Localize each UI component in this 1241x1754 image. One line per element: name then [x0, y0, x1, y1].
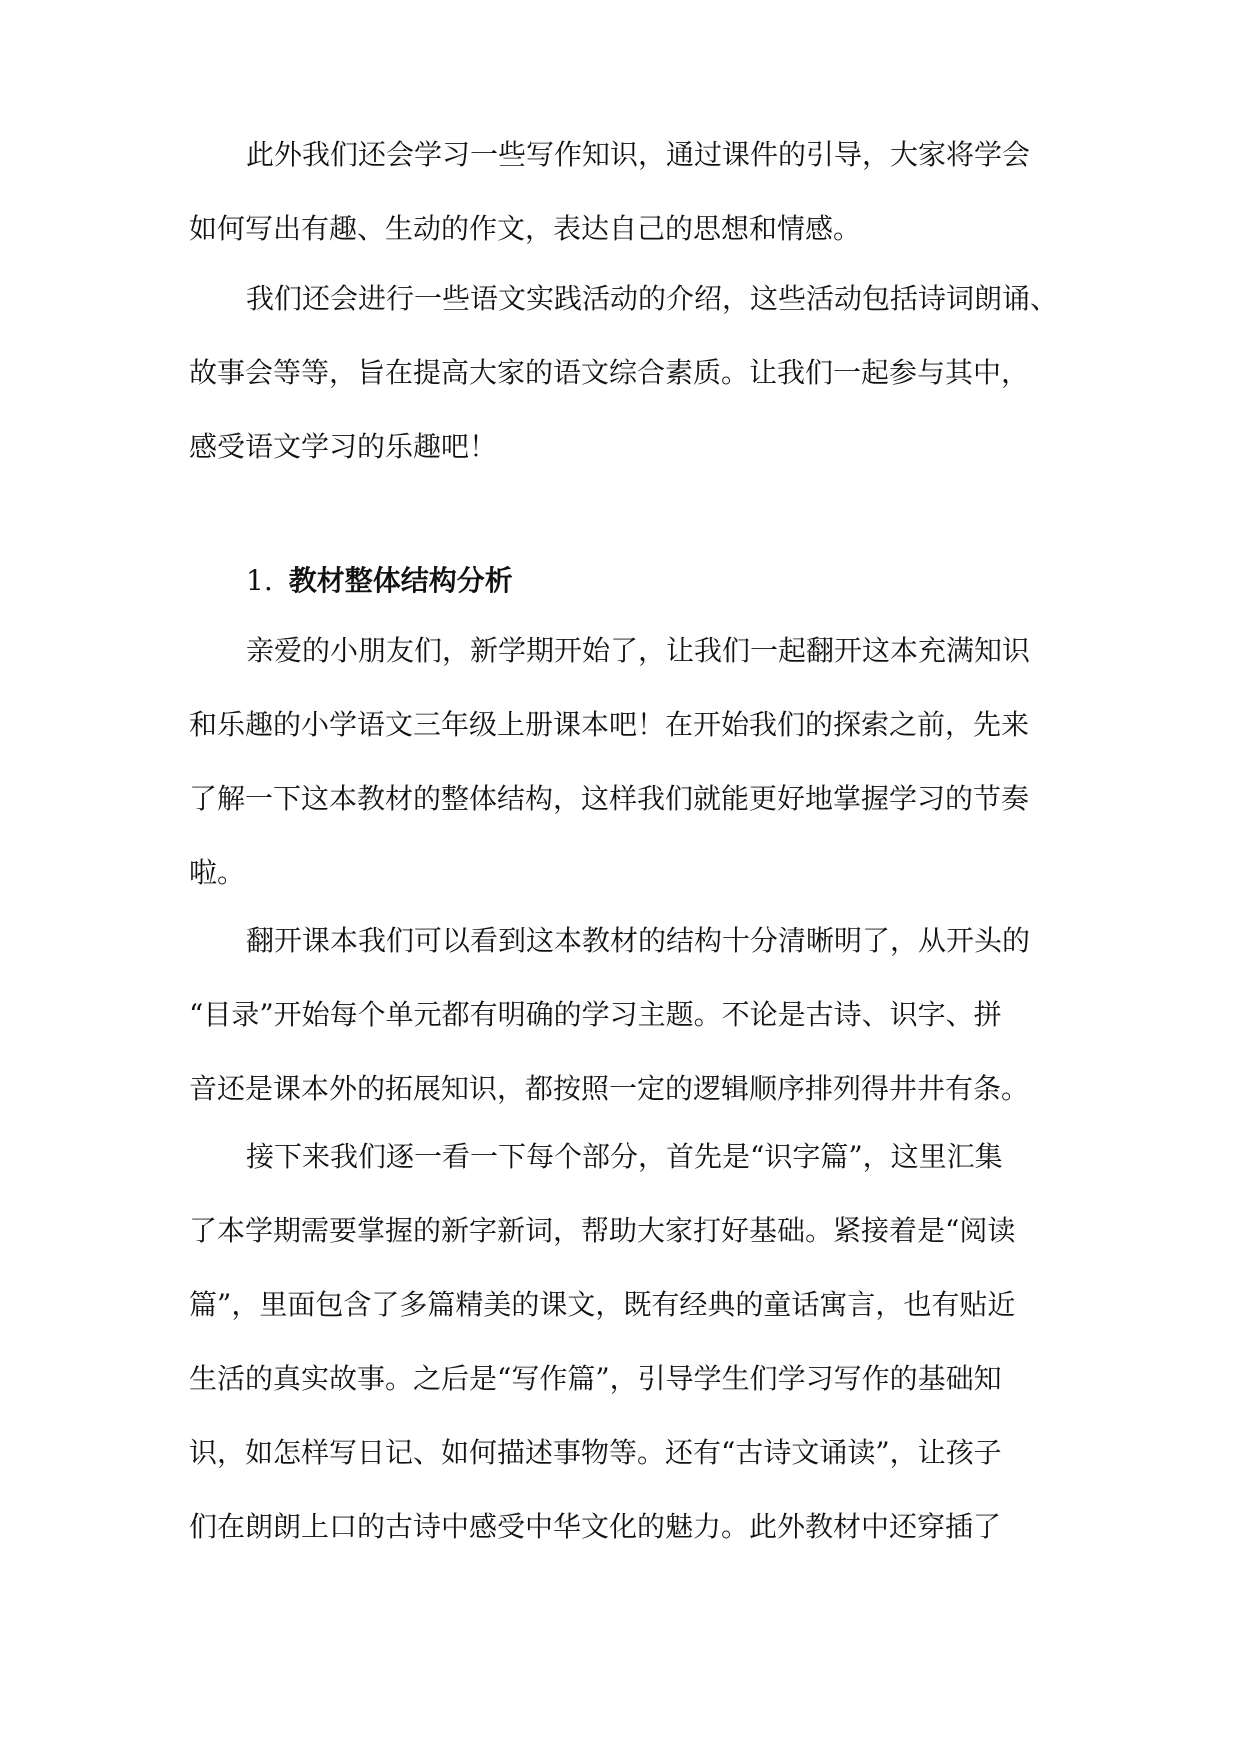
paragraph-sections-detail: [189, 1120, 1059, 1564]
paragraph-line: 接下来我们逐一看一下每个部分，首先是“识字篇”，这里汇集: [246, 1140, 1003, 1173]
paragraph-line: 故事会等等，旨在提高大家的语文综合素质。让我们一起参与其中，: [189, 356, 1030, 389]
paragraph-line: 我们还会进行一些语文实践活动的介绍，这些活动包括诗词朗诵、: [246, 282, 1059, 315]
paragraph-line: 翻开课本我们可以看到这本教材的结构十分清晰明了，从开头的: [246, 924, 1031, 957]
paragraph-line: 音还是课本外的拓展知识，都按照一定的逻辑顺序排列得井井有条。: [189, 1072, 1030, 1105]
paragraph-line: 和乐趣的小学语文三年级上册课本吧！在开始我们的探索之前，先来: [189, 708, 1030, 741]
paragraph-line: 篇”，里面包含了多篇精美的课文，既有经典的童话寓言，也有贴近: [189, 1288, 1016, 1321]
paragraph-line: 识，如怎样写日记、如何描述事物等。还有“古诗文诵读”，让孩子: [189, 1436, 1002, 1469]
paragraph-practice-activities: [189, 262, 1059, 484]
paragraph-line: “目录”开始每个单元都有明确的学习主题。不论是古诗、识字、拼: [189, 998, 1002, 1031]
paragraph-line: 亲爱的小朋友们，新学期开始了，让我们一起翻开这本充满知识: [246, 634, 1031, 667]
section-heading: [246, 544, 513, 618]
paragraph-line: 了解一下这本教材的整体结构，这样我们就能更好地掌握学习的节奏: [189, 782, 1030, 815]
paragraph-introduction: [189, 614, 1059, 910]
paragraph-structure-overview: [189, 904, 1059, 1126]
section-title: 教材整体结构分析: [288, 564, 513, 597]
paragraph-line: 了本学期需要掌握的新字新词，帮助大家打好基础。紧接着是“阅读: [189, 1214, 1016, 1247]
paragraph-writing-knowledge: [189, 118, 1059, 266]
paragraph-line: 如何写出有趣、生动的作文，表达自己的思想和情感。: [189, 212, 862, 245]
paragraph-line: 们在朗朗上口的古诗中感受中华文化的魅力。此外教材中还穿插了: [189, 1510, 1002, 1543]
section-number: 1.: [246, 564, 273, 597]
paragraph-line: 感受语文学习的乐趣吧！: [189, 430, 498, 463]
paragraph-line: 啦。: [189, 856, 246, 889]
paragraph-line: 此外我们还会学习一些写作知识，通过课件的引导，大家将学会: [246, 138, 1031, 171]
paragraph-line: 生活的真实故事。之后是“写作篇”，引导学生们学习写作的基础知: [189, 1362, 1002, 1395]
